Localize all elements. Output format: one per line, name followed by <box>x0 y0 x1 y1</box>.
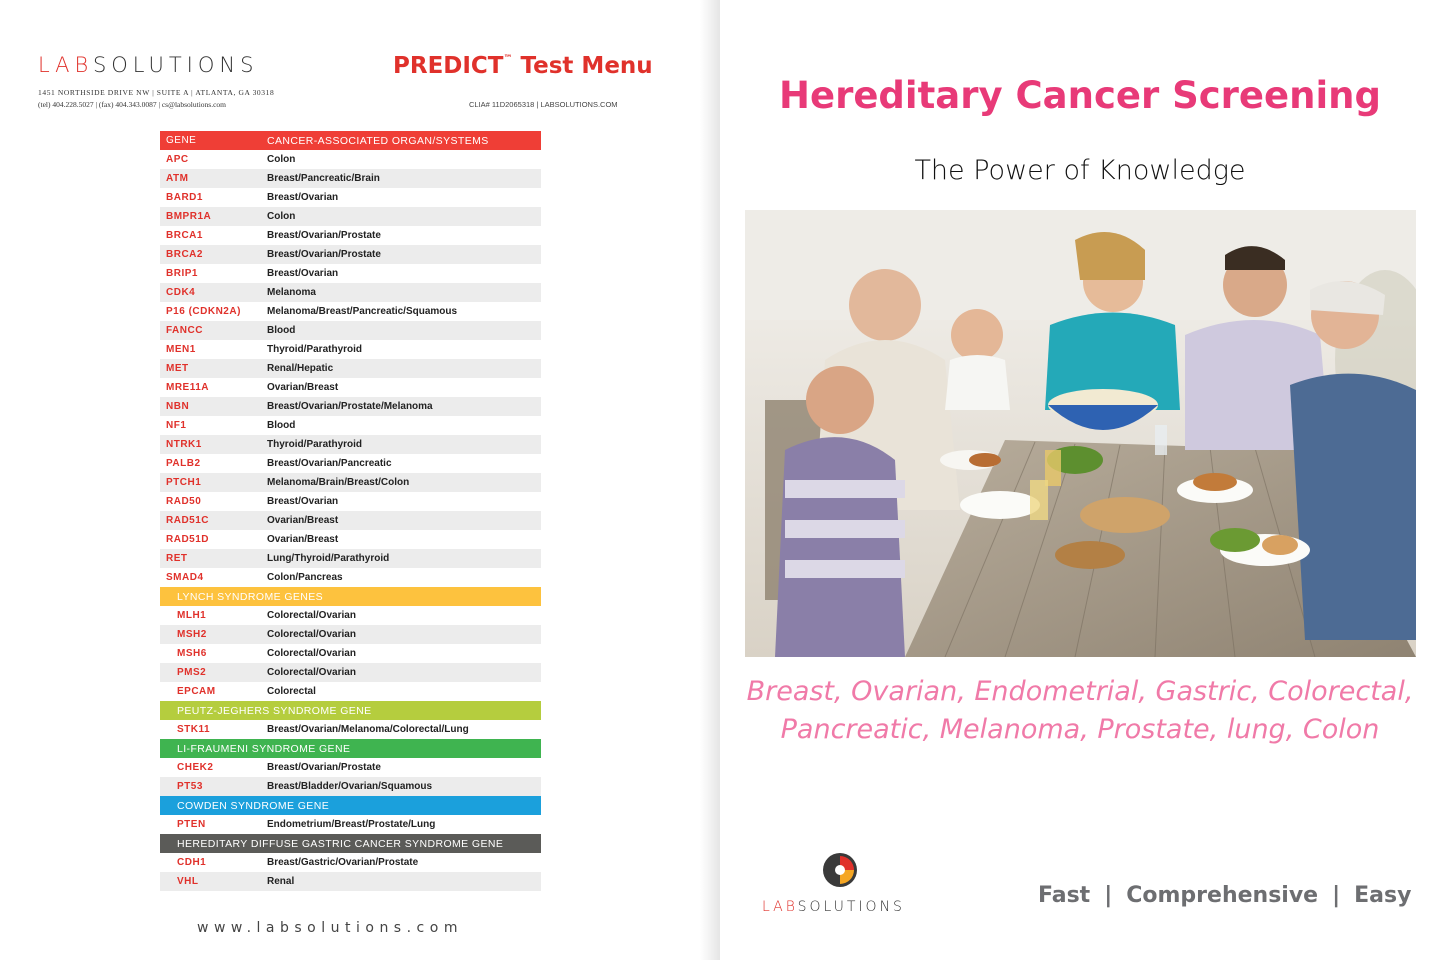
gene-row <box>160 853 541 872</box>
gene-row <box>160 473 541 492</box>
gene-name: ATM <box>166 173 189 184</box>
syndrome-section-header: LYNCH SYNDROME GENES <box>160 587 541 606</box>
gene-row <box>160 226 541 245</box>
gene-organs: Breast/Ovarian/Prostate/Melanoma <box>267 401 433 412</box>
menu-title-rest: Test Menu <box>512 53 653 79</box>
clia-number: CLIA# 11D2065318 | LABSOLUTIONS.COM <box>469 100 618 109</box>
gene-row <box>160 758 541 777</box>
syndrome-section-header: HEREDITARY DIFFUSE GASTRIC CANCER SYNDROME GENE <box>160 834 541 853</box>
gene-name: BARD1 <box>166 192 203 203</box>
gene-organs: Renal/Hepatic <box>267 363 334 374</box>
gene-name: RAD51C <box>166 515 210 526</box>
gene-name: APC <box>166 154 189 165</box>
gene-organs: Breast/Bladder/Ovarian/Squamous <box>267 781 433 792</box>
gene-organs: Breast/Ovarian/Prostate <box>267 230 381 241</box>
gene-organs: Melanoma <box>267 287 316 298</box>
gene-name: NTRK1 <box>166 439 202 450</box>
gene-organs: Colon/Pancreas <box>267 572 343 583</box>
gene-name: NBN <box>166 401 190 412</box>
gene-name: PMS2 <box>177 667 207 678</box>
gene-organs: Breast/Pancreatic/Brain <box>267 173 380 184</box>
gene-organs: Colorectal <box>267 686 316 697</box>
gene-name: FANCC <box>166 325 203 336</box>
gene-row <box>160 549 541 568</box>
gene-name: NF1 <box>166 420 187 431</box>
gene-row <box>160 264 541 283</box>
gene-organs: Blood <box>267 325 296 336</box>
gene-organs: Thyroid/Parathyroid <box>267 344 363 355</box>
cancer-types-line-1: Breast, Ovarian, Endometrial, Gastric, Colorectal, <box>746 676 1414 707</box>
gene-row <box>160 207 541 226</box>
gene-row <box>160 872 541 891</box>
gene-organs: Thyroid/Parathyroid <box>267 439 363 450</box>
header-organ: CANCER-ASSOCIATED ORGAN/SYSTEMS <box>267 134 489 147</box>
gene-row <box>160 340 541 359</box>
gene-name: MRE11A <box>166 382 210 393</box>
gene-name: MLH1 <box>177 610 207 621</box>
gene-name: STK11 <box>177 724 211 735</box>
tagline-comprehensive: Comprehensive <box>1126 883 1319 908</box>
address-line: 1451 NORTHSIDE DRIVE NW | SUITE A | ATLANTA, GA 30318 <box>38 88 275 97</box>
gene-organs: Endometrium/Breast/Prostate/Lung <box>267 819 436 830</box>
gene-row <box>160 777 541 796</box>
gene-organs: Breast/Ovarian <box>267 496 339 507</box>
gene-row <box>160 492 541 511</box>
gene-organs: Colorectal/Ovarian <box>267 648 356 659</box>
gene-row <box>160 644 541 663</box>
gene-name: BMPR1A <box>166 211 212 222</box>
gene-name: CHEK2 <box>177 762 214 773</box>
cover-subtitle: The Power of Knowledge <box>914 155 1246 186</box>
labsolutions-logo <box>38 53 258 77</box>
gene-row <box>160 359 541 378</box>
gene-row <box>160 625 541 644</box>
gene-row <box>160 378 541 397</box>
gene-organs: Colorectal/Ovarian <box>267 667 356 678</box>
cancer-types-line-2: Pancreatic, Melanoma, Prostate, lung, Colon <box>780 714 1380 745</box>
logo-solutions-text: SOLUTIONS <box>92 53 259 77</box>
gene-organs: Colon <box>267 154 296 165</box>
gene-name: EPCAM <box>177 686 216 697</box>
gene-row <box>160 397 541 416</box>
tagline <box>1038 883 1411 908</box>
gene-row <box>160 321 541 340</box>
syndrome-section-header: LI-FRAUMENI SYNDROME GENE <box>160 739 541 758</box>
gene-organs: Breast/Ovarian/Pancreatic <box>267 458 392 469</box>
gene-organs: Lung/Thyroid/Parathyroid <box>267 553 390 564</box>
gene-organs: Breast/Ovarian <box>267 192 339 203</box>
syndrome-section-header: COWDEN SYNDROME GENE <box>160 796 541 815</box>
gene-name: CDK4 <box>166 287 196 298</box>
gene-organs: Breast/Ovarian/Prostate <box>267 762 381 773</box>
gene-name: BRCA1 <box>166 230 203 241</box>
gene-organs: Breast/Ovarian <box>267 268 339 279</box>
syndrome-section-header: PEUTZ-JEGHERS SYNDROME GENE <box>160 701 541 720</box>
gene-name: BRIP1 <box>166 268 198 279</box>
gene-row <box>160 606 541 625</box>
gene-organs: Renal <box>267 876 295 887</box>
tagline-separator: | <box>1104 883 1113 908</box>
gene-row <box>160 568 541 587</box>
gene-name: PT53 <box>177 781 203 792</box>
gene-organs: Breast/Gastric/Ovarian/Prostate <box>267 857 419 868</box>
gene-organs: Ovarian/Breast <box>267 515 339 526</box>
gene-row <box>160 815 541 834</box>
gene-organs: Colorectal/Ovarian <box>267 629 356 640</box>
menu-title-predict: PREDICT <box>393 53 504 79</box>
gene-organs: Colon <box>267 211 296 222</box>
gene-row <box>160 454 541 473</box>
gene-name: RET <box>166 553 188 564</box>
gene-name: VHL <box>177 876 199 887</box>
gene-organs: Breast/Ovarian/Melanoma/Colorectal/Lung <box>267 724 469 735</box>
gene-name: MEN1 <box>166 344 196 355</box>
cover-title: Hereditary Cancer Screening <box>779 74 1381 117</box>
gene-row <box>160 435 541 454</box>
family-dinner-photo <box>745 210 1416 657</box>
gene-name: RAD51D <box>166 534 210 545</box>
logo-lab-text: LAB <box>38 53 93 77</box>
gene-organs: Melanoma/Brain/Breast/Colon <box>267 477 410 488</box>
family-dinner-illustration <box>745 210 1416 657</box>
gene-row <box>160 663 541 682</box>
gene-name: PTEN <box>177 819 206 830</box>
gene-name: P16 (CDKN2A) <box>166 306 241 317</box>
gene-table <box>160 131 541 891</box>
gene-name: MET <box>166 363 189 374</box>
contact-line: (tel) 404.228.5027 | (fax) 404.343.0087 | cs@labsolutions.com <box>38 100 227 109</box>
table-header <box>160 131 541 150</box>
tagline-separator: | <box>1332 883 1341 908</box>
menu-title <box>393 53 653 79</box>
tagline-easy: Easy <box>1354 883 1412 908</box>
gene-name: SMAD4 <box>166 572 204 583</box>
gene-name: RAD50 <box>166 496 202 507</box>
tagline-fast: Fast <box>1038 883 1091 908</box>
gene-row <box>160 245 541 264</box>
cancer-types-list <box>720 673 1440 749</box>
gene-row <box>160 169 541 188</box>
right-page <box>720 0 1440 960</box>
gene-row <box>160 682 541 701</box>
gene-name: BRCA2 <box>166 249 203 260</box>
gene-row <box>160 283 541 302</box>
gene-name: CDH1 <box>177 857 207 868</box>
labsolutions-emblem-icon <box>822 852 858 888</box>
logo-solutions-text-bottom: SOLUTIONS <box>797 899 905 915</box>
gene-row <box>160 530 541 549</box>
gene-row <box>160 416 541 435</box>
gene-name: MSH6 <box>177 648 207 659</box>
gene-name: MSH2 <box>177 629 207 640</box>
gene-row <box>160 188 541 207</box>
logo-lab-text-bottom: LAB <box>762 899 798 915</box>
labsolutions-logo-bottom <box>762 899 905 915</box>
gene-row <box>160 511 541 530</box>
header-gene: GENE <box>166 135 197 146</box>
gene-row <box>160 720 541 739</box>
gene-organs: Melanoma/Breast/Pancreatic/Squamous <box>267 306 458 317</box>
website-url[interactable]: www.labsolutions.com <box>197 920 463 936</box>
gene-organs: Breast/Ovarian/Prostate <box>267 249 381 260</box>
gene-organs: Blood <box>267 420 296 431</box>
gene-name: PTCH1 <box>166 477 202 488</box>
gene-organs: Ovarian/Breast <box>267 534 339 545</box>
gene-row <box>160 150 541 169</box>
gene-row <box>160 302 541 321</box>
gene-organs: Colorectal/Ovarian <box>267 610 356 621</box>
gene-organs: Ovarian/Breast <box>267 382 339 393</box>
gene-name: PALB2 <box>166 458 201 469</box>
trademark-symbol: ™ <box>503 54 513 64</box>
